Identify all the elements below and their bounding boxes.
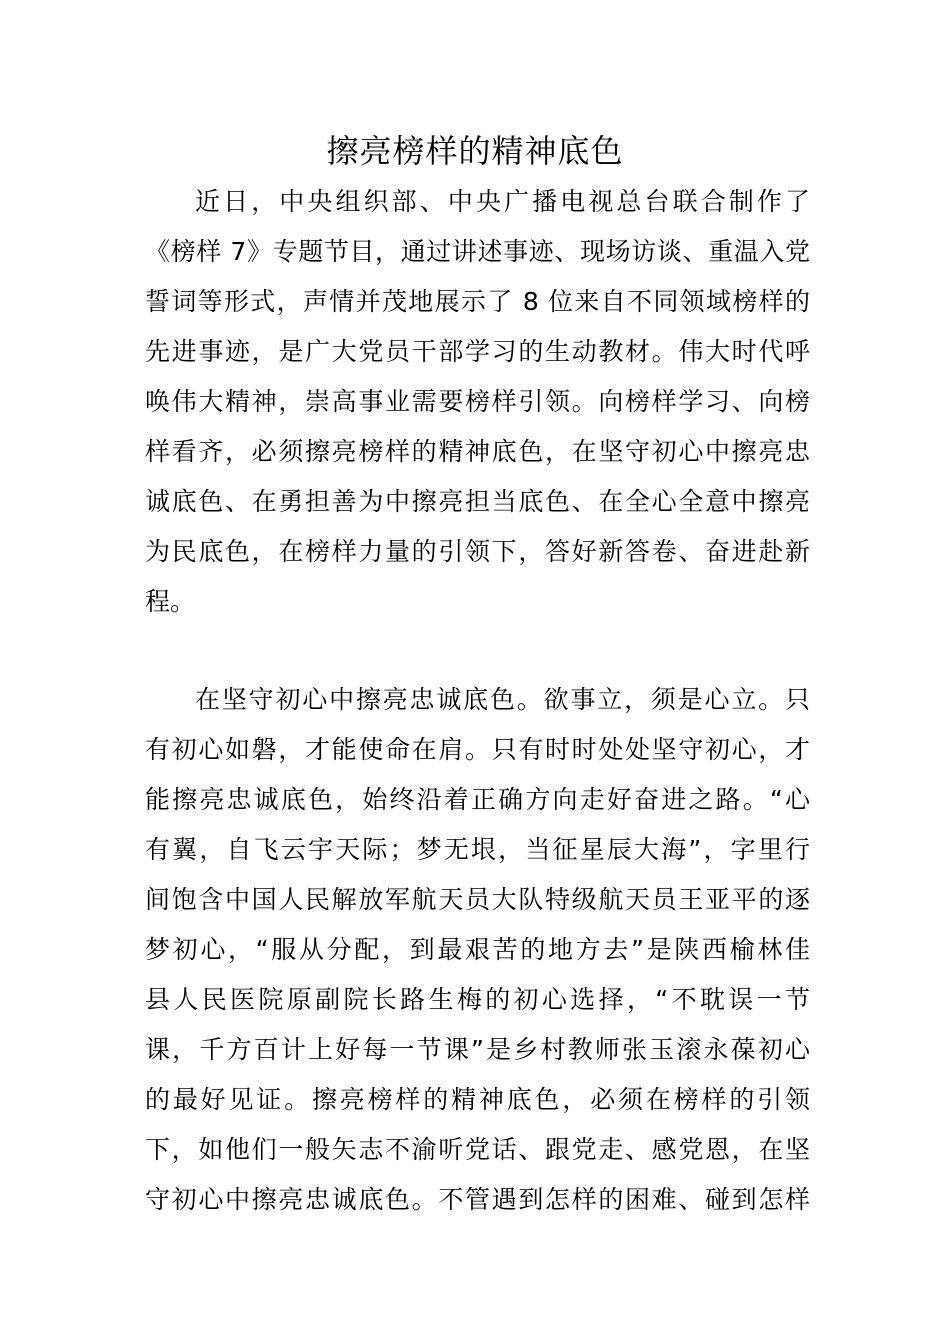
paragraph-line: 唤伟大精神，崇高事业需要榜样引领。向榜样学习、向榜 [145, 387, 810, 416]
paragraph-line: 能擦亮忠诚底色，始终沿着正确方向走好奋进之路。“心 [145, 785, 810, 814]
paragraph-1 [145, 177, 810, 627]
paragraph-line: 程。 [145, 587, 196, 616]
paragraph-line: 课，千方百计上好每一节课”是乡村教师张玉滚永葆初心 [145, 1035, 810, 1064]
paragraph-line: 为民底色，在榜样力量的引领下，答好新答卷、奋进赴新 [145, 537, 810, 566]
paragraph-line: 守初心中擦亮忠诚底色。不管遇到怎样的困难、碰到怎样 [145, 1185, 810, 1214]
paragraph-line: 梦初心，“服从分配，到最艰苦的地方去”是陕西榆林佳 [145, 935, 810, 964]
paragraph-line: 有翼，自飞云宇天际；梦无垠，当征星辰大海”，字里行 [145, 835, 810, 864]
paragraph-line: 近日，中央组织部、中央广播电视总台联合制作了 [195, 187, 810, 216]
paragraph-line: 誓词等形式，声情并茂地展示了 8 位来自不同领域榜样的 [145, 287, 810, 316]
paragraph-line: 下，如他们一般矢志不渝听党话、跟党走、感党恩，在坚 [145, 1135, 810, 1164]
paragraph-line: 在坚守初心中擦亮忠诚底色。欲事立，须是心立。只 [195, 685, 810, 714]
paragraph-line: 的最好见证。擦亮榜样的精神底色，必须在榜样的引领 [145, 1085, 810, 1114]
paragraph-line: 县人民医院原副院长路生梅的初心选择，“不耽误一节 [145, 985, 810, 1014]
paragraph-line: 先进事迹，是广大党员干部学习的生动教材。伟大时代呼 [145, 337, 810, 366]
paragraph-line: 有初心如磐，才能使命在肩。只有时时处处坚守初心，才 [145, 735, 810, 764]
paragraph-line: 样看齐，必须擦亮榜样的精神底色，在坚守初心中擦亮忠 [145, 437, 810, 466]
paragraph-line: 诚底色、在勇担善为中擦亮担当底色、在全心全意中擦亮 [145, 487, 810, 516]
paragraph-2 [145, 675, 810, 1225]
document-title: 擦亮榜样的精神底色 [326, 132, 624, 170]
paragraph-line: 间饱含中国人民解放军航天员大队特级航天员王亚平的逐 [145, 885, 810, 914]
paragraph-line: 《榜样 7》专题节目，通过讲述事迹、现场访谈、重温入党 [145, 237, 810, 266]
